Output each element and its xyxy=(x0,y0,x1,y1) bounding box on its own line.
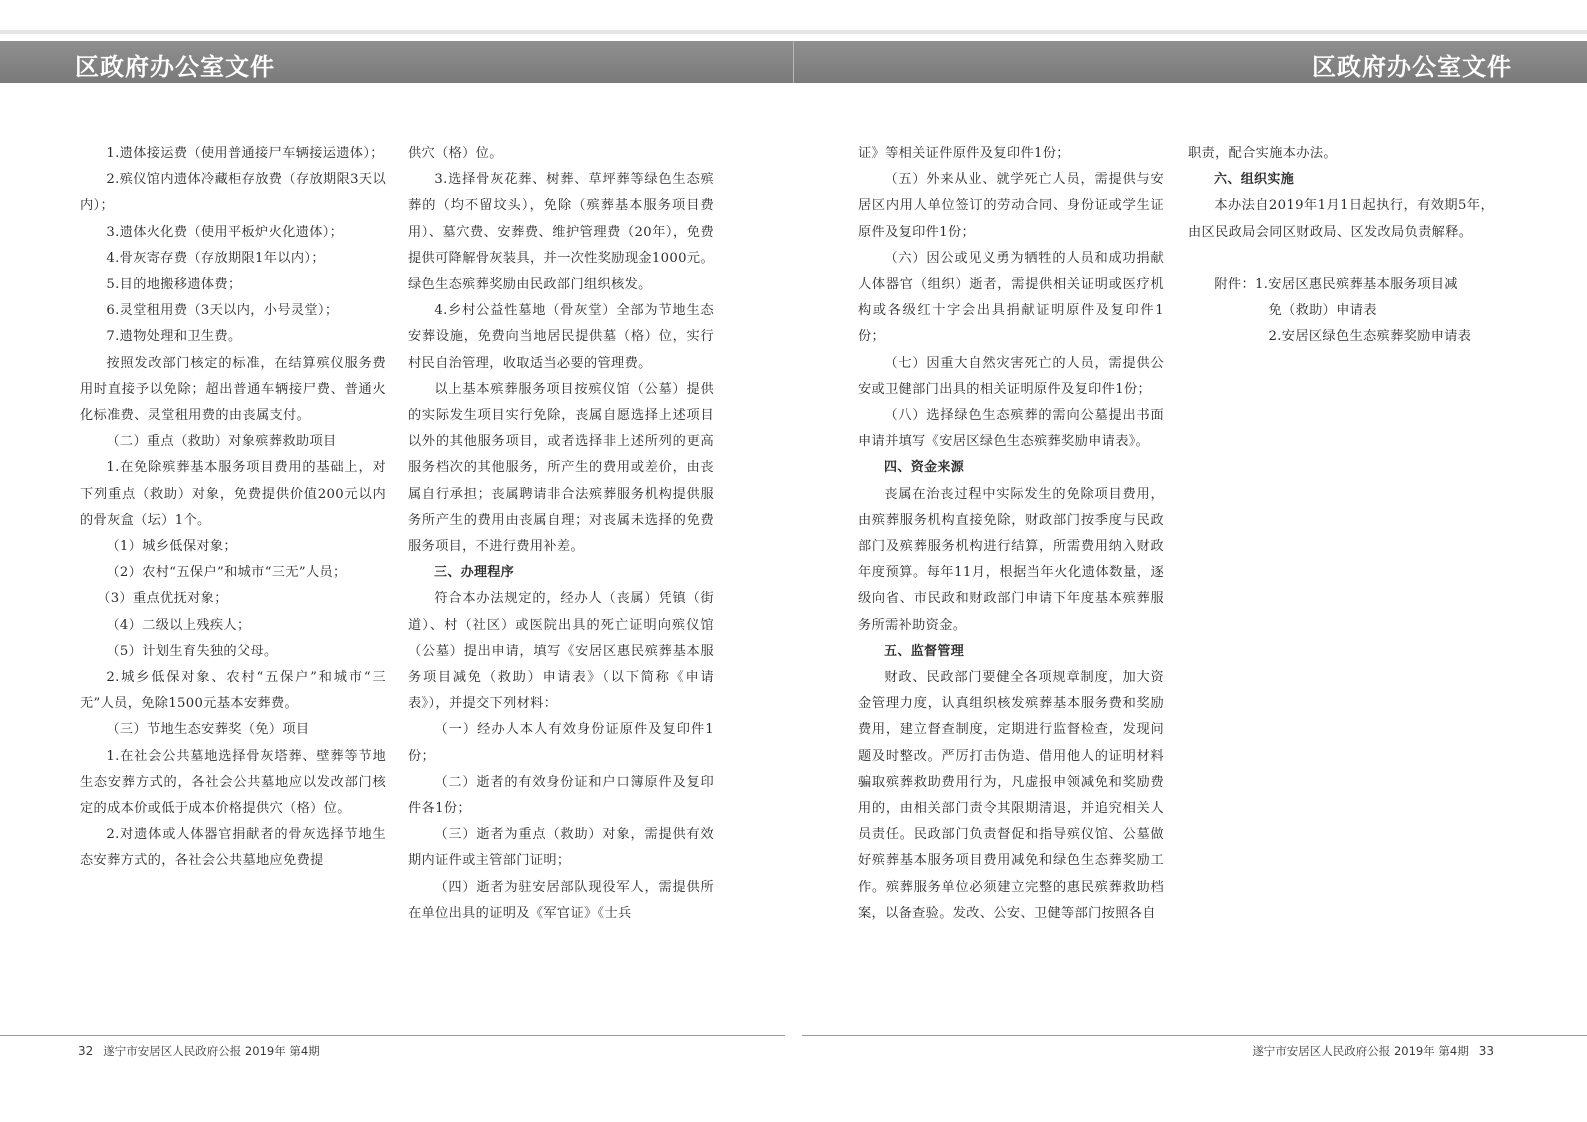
paragraph: 2.殡仪馆内遗体冷藏柜存放费（存放期限3天以内）； xyxy=(80,172,386,214)
header-bar-left xyxy=(0,41,793,83)
header-bar-right xyxy=(794,41,1587,83)
blank-line xyxy=(1188,246,1494,272)
paragraph: 供穴（格）位。 xyxy=(408,146,503,161)
text-column-3 xyxy=(858,141,1164,1021)
paragraph: 2.城乡低保对象、农村“五保户”和城市“三无”人员，免除1500元基本安葬费。 xyxy=(80,670,386,712)
paragraph: （七）因重大自然灾害死亡的人员，需提供公安或卫健部门出具的相关证明原件及复印件1份； xyxy=(858,355,1164,397)
paragraph: 3.选择骨灰花葬、树葬、草坪葬等绿色生态殡葬的（均不留坟头），免除（殡葬基本服务项目费用）、墓穴费、安葬费、维护管理费（20年），免费提供可降解骨灰装具，并一次性奖励现金1000元。绿色生态殡葬奖励由民政部门组织核发。 xyxy=(408,172,714,293)
paragraph: 4.乡村公益性墓地（骨灰堂）全部为节地生态安葬设施，免费向当地居民提供墓（格）位，实行村民自治管理，收取适当必要的管理费。 xyxy=(408,303,714,371)
section-heading: 四、资金来源 xyxy=(884,460,965,476)
top-rule xyxy=(0,30,1587,34)
paragraph: （四）逝者为驻安居部队现役军人，需提供所在单位出具的证明及《军官证》《士兵 xyxy=(408,879,714,921)
section-heading: 六、组织实施 xyxy=(1214,172,1295,188)
paragraph: （二）逝者的有效身份证和户口簿原件及复印件各1份； xyxy=(408,774,714,817)
page-number-left: 32 xyxy=(78,1044,94,1058)
page-number-right: 33 xyxy=(1478,1044,1494,1058)
paragraph: （3）重点优抚对象； xyxy=(97,591,228,607)
paragraph: 2.安居区绿色生态殡葬奖励申请表 xyxy=(1268,329,1472,345)
section-heading: 五、监督管理 xyxy=(884,643,965,659)
footer-right xyxy=(1252,1043,1494,1059)
paragraph: （三）节地生态安葬奖（免）项目 xyxy=(106,722,310,738)
paragraph: （5）计划生育失独的父母。 xyxy=(106,643,278,659)
paragraph: 2.对遗体或人体器官捐献者的骨灰选择节地生态安葬方式的，各社会公共墓地应免费提 xyxy=(80,827,386,869)
paragraph: 1.在免除殡葬基本服务项目费用的基础上，对下列重点（救助）对象，免费提供价值200元以内的骨灰盒（坛）1个。 xyxy=(80,460,386,528)
text-column-4 xyxy=(1188,141,1494,1021)
paragraph: （三）逝者为重点（救助）对象，需提供有效期内证件或主管部门证明； xyxy=(408,827,714,869)
paragraph: 证》等相关证件原件及复印件1份； xyxy=(858,146,1070,161)
section-title-left: 区政府办公室文件 xyxy=(75,53,275,81)
paragraph: 5.目的地搬移遗体费； xyxy=(106,277,242,293)
text-column-1 xyxy=(80,141,386,1021)
section-heading: 三、办理程序 xyxy=(434,565,515,581)
paragraph: 1.遗体接运费（使用普通接尸车辆接运遗体）； xyxy=(106,146,384,161)
paragraph: 财政、民政部门要健全各项规章制度，加大资金管理力度，认真组织核发殡葬基本服务费和奖励费用，建立督查制度，定期进行监督检查，发现问题及时整改。严厉打击伪造、借用他人的证明材料骗取殡葬救助费用行为，凡虚报申领减免和奖励费用的，由相关部门责令其限期清退，并追究相关人员责任。民政部门负责督促和指导殡仪馆、公墓做好殡葬基本服务项目费用减免和绿色生态葬奖励工作。殡葬服务单位必须建立完整的惠民殡葬救助档案，以备查验。发改、公安、卫健等部门按照各自 xyxy=(858,670,1164,921)
text-column-2 xyxy=(408,141,714,1021)
footer-rule-right xyxy=(802,1035,1587,1036)
paragraph: （八）选择绿色生态殡葬的需向公墓提出书面申请并填写《安居区绿色生态殡葬奖励申请表》。 xyxy=(858,408,1164,450)
paragraph: 1.在社会公共墓地选择骨灰塔葬、壁葬等节地生态安葬方式的，各社会公共墓地应以发改部门核定的成本价或低于成本价格提供穴（格）位。 xyxy=(80,748,386,817)
paragraph: 免（救助）申请表 xyxy=(1268,303,1377,319)
paragraph: 4.骨灰寄存费（存放期限1年以内）； xyxy=(106,250,325,266)
section-title-right: 区政府办公室文件 xyxy=(1312,53,1512,81)
paragraph: 7.遗物处理和卫生费。 xyxy=(106,329,242,345)
paragraph: 附件：1.安居区惠民殡葬基本服务项目减 xyxy=(1214,277,1458,293)
paragraph: （1）城乡低保对象； xyxy=(106,539,237,555)
footer-publication-left: 遂宁市安居区人民政府公报 2019年 第4期 xyxy=(103,1044,320,1058)
paragraph: 以上基本殡葬服务项目按殡仪馆（公墓）提供的实际发生项目实行免除，丧属自愿选择上述项目以外的其他服务项目，或者选择非上述所列的更高服务档次的其他服务，所产生的费用或差价，由丧属自行承担；丧属聘请非合法殡葬服务机构提供服务所产生的费用由丧属自理；对丧属未选择的免费服务项目，不进行费用补差。 xyxy=(408,381,714,555)
paragraph: （2）农村“五保户”和城市“三无”人员； xyxy=(106,565,347,581)
paragraph: （4）二级以上残疾人； xyxy=(106,617,251,633)
paragraph: （五）外来从业、就学死亡人员，需提供与安居区内用人单位签订的劳动合同、身份证或学生证原件及复印件1份； xyxy=(858,172,1164,240)
paragraph: （六）因公或见义勇为牺牲的人员和成功捐献人体器官（组织）逝者，需提供相关证明或医疗机构或各级红十字会出具捐献证明原件及复印件1份； xyxy=(858,250,1164,345)
paragraph: 本办法自2019年1月1日起执行，有效期5年，由区民政局会同区财政局、区发改局负责解释。 xyxy=(1188,198,1494,240)
footer-rule-left xyxy=(0,1035,785,1036)
paragraph: 按照发改部门核定的标准，在结算殡仪服务费用时直接予以免除；超出普通车辆接尸费、普通火化标准费、灵堂租用费的由丧属支付。 xyxy=(80,355,386,424)
paragraph: 符合本办法规定的，经办人（丧属）凭镇（街道）、村（社区）或医院出具的死亡证明向殡仪馆（公墓）提出申请，填写《安居区惠民殡葬基本服务项目减免（救助）申请表》（以下简称《申请表》），并提交下列材料： xyxy=(408,591,714,712)
footer-publication-right: 遂宁市安居区人民政府公报 2019年 第4期 xyxy=(1252,1044,1469,1058)
paragraph: 职责，配合实施本办法。 xyxy=(1188,146,1337,161)
paragraph: （二）重点（救助）对象殡葬救助项目 xyxy=(106,434,337,450)
paragraph: 丧属在治丧过程中实际发生的免除项目费用，由殡葬服务机构直接免除，财政部门按季度与民政部门及殡葬服务机构进行结算，所需费用纳入财政年度预算。每年11月，根据当年火化遗体数量，逐级向省、市民政和财政部门申请下年度基本殡葬服务所需补助资金。 xyxy=(858,486,1164,633)
footer-left xyxy=(78,1043,320,1059)
paragraph: 3.遗体火化费（使用平板炉火化遗体）； xyxy=(106,224,344,240)
paragraph: （一）经办人本人有效身份证原件及复印件1份； xyxy=(408,722,714,764)
paragraph: 6.灵堂租用费（3天以内，小号灵堂）； xyxy=(106,303,339,319)
